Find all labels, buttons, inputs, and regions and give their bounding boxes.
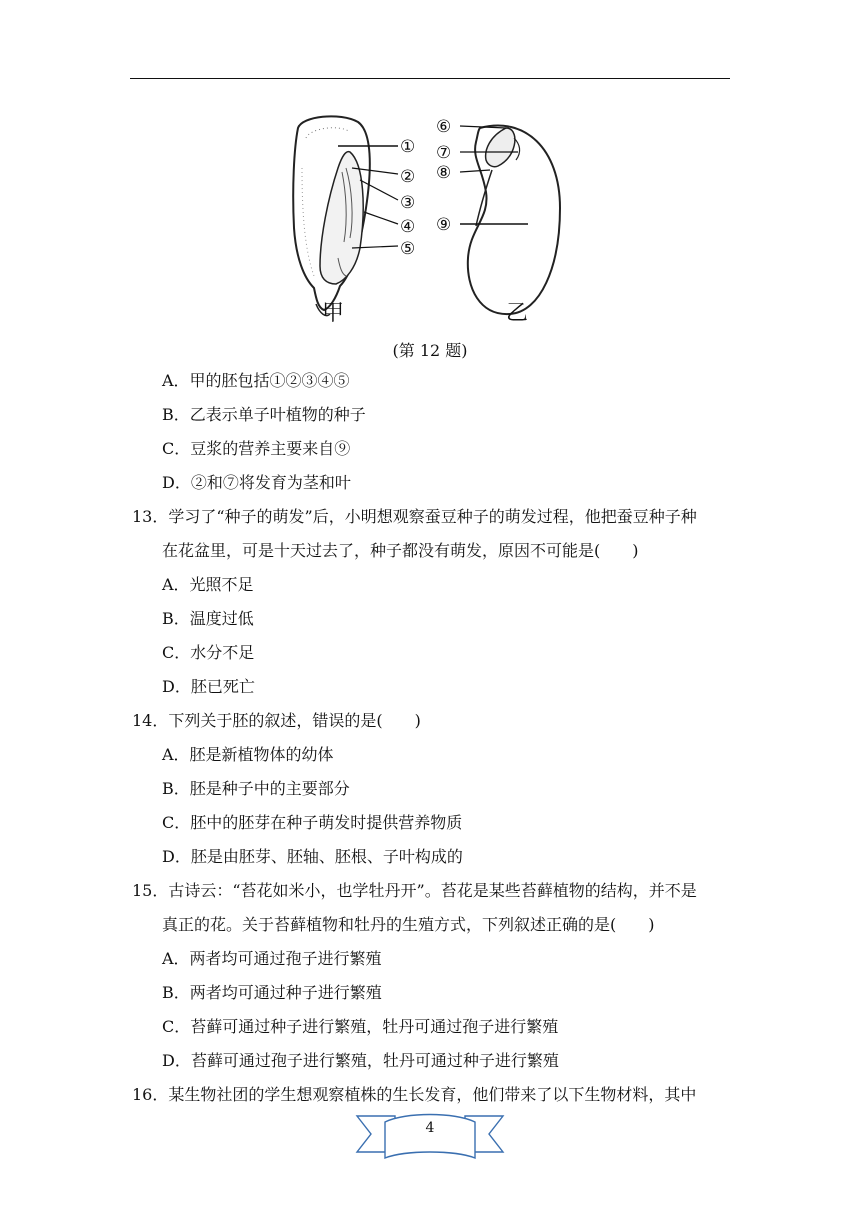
q14-option-b: B．胚是种子中的主要部分: [162, 779, 350, 798]
label-7: ⑦: [436, 143, 452, 163]
ribbon-shape: [355, 1108, 505, 1164]
page-number-ribbon: [355, 1108, 505, 1164]
q12-option-c: C．豆浆的营养主要来自⑨: [162, 439, 351, 458]
bean-seed-drawing: [460, 126, 560, 315]
q15-stem-continued: 真正的花。关于苔藓植物和牡丹的生殖方式，下列叙述正确的是( ): [162, 915, 655, 934]
q15-option-c: C．苔藓可通过种子进行繁殖，牡丹可通过孢子进行繁殖: [162, 1017, 559, 1036]
q12-option-b: B．乙表示单子叶植物的种子: [162, 405, 366, 424]
q12-option-d: D．②和⑦将发育为茎和叶: [162, 473, 351, 492]
q15-stem: 15．古诗云：“苔花如米小，也学牡丹开”。苔花是某些苔藓植物的结构，并不是: [132, 881, 697, 900]
q14-stem: 14．下列关于胚的叙述，错误的是( ): [132, 711, 421, 730]
label-jia: 甲: [322, 301, 345, 326]
q13-stem: 13．学习了“种子的萌发”后，小明想观察蚕豆种子的萌发过程，他把蚕豆种子种: [132, 507, 697, 526]
figure-caption: (第 12 题): [392, 341, 468, 360]
q14-option-d: D．胚是由胚芽、胚轴、胚根、子叶构成的: [162, 847, 463, 866]
label-6: ⑥: [436, 117, 452, 137]
q12-option-a: A．甲的胚包括①②③④⑤: [162, 371, 350, 390]
q15-option-a: A．两者均可通过孢子进行繁殖: [162, 949, 382, 968]
corn-seed-drawing: [293, 116, 398, 315]
header-rule: [130, 78, 730, 79]
q15-option-d: D．苔藓可通过孢子进行繁殖，牡丹可通过种子进行繁殖: [162, 1051, 559, 1070]
q13-option-c: C．水分不足: [162, 643, 255, 662]
label-yi: 乙: [506, 301, 529, 326]
q14-option-a: A．胚是新植物体的幼体: [162, 745, 334, 764]
label-4: ④: [400, 217, 416, 237]
q14-option-c: C．胚中的胚芽在种子萌发时提供营养物质: [162, 813, 463, 832]
q13-stem-continued: 在花盆里，可是十天过去了，种子都没有萌发，原因不可能是( ): [162, 541, 639, 560]
q13-option-d: D．胚已死亡: [162, 677, 255, 696]
label-2: ②: [400, 167, 416, 187]
q15-option-b: B．两者均可通过种子进行繁殖: [162, 983, 382, 1002]
label-3: ③: [400, 193, 416, 213]
seed-diagram: [280, 108, 570, 330]
q13-option-a: A．光照不足: [162, 575, 254, 594]
q16-stem: 16．某生物社团的学生想观察植株的生长发育，他们带来了以下生物材料，其中: [132, 1085, 697, 1104]
label-8: ⑧: [436, 163, 452, 183]
label-5: ⑤: [400, 239, 416, 259]
label-9: ⑨: [436, 215, 452, 235]
q13-option-b: B．温度过低: [162, 609, 254, 628]
page-number: 4: [425, 1120, 435, 1136]
label-1: ①: [400, 137, 416, 157]
